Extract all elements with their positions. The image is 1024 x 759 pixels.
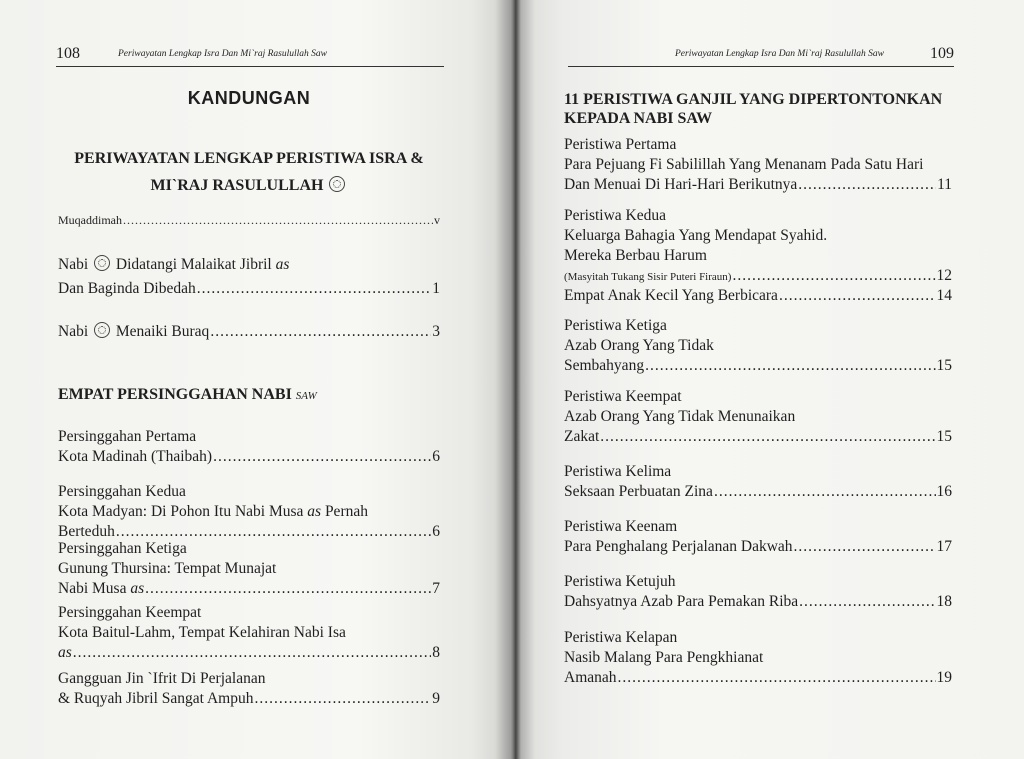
- page-number: 108: [56, 45, 80, 62]
- toc-entry-buraq: [58, 322, 440, 342]
- toc-entry-jin: Gangguan Jin `Ifrit Di Perjalanan & Ruqyah Jibril Sangat Ampuh ..... 9: [58, 669, 440, 709]
- toc-entry-event1: Peristiwa Pertama Para Pejuang Fi Sabilillah Yang Menanam Pada Satu Hari Dan Menuai Di Hari-Hari Berikutnya ..... 11: [564, 135, 952, 195]
- toc-entry-label: Amanah: [564, 669, 617, 686]
- toc-page-number: 19: [936, 669, 952, 686]
- toc-entry-line: Nabi Didatangi Malaikat Jibril as: [58, 256, 290, 273]
- book-gutter-shadow: [495, 0, 535, 759]
- toc-entry-label: Berteduh: [58, 523, 115, 540]
- toc-page-number: v: [434, 213, 440, 227]
- toc-entry-event3: Peristiwa Ketiga Azab Orang Yang Tidak Sembahyang ..... 15: [564, 316, 952, 376]
- toc-entry-label: Nabi Menaiki Buraq: [58, 323, 210, 340]
- toc-page-number: 8: [432, 644, 440, 661]
- toc-entry-event7: Peristiwa Ketujuh Dahsyatnya Azab Para Pemakan Riba ..... 18: [564, 572, 952, 612]
- section-heading-events: 11 PERISTIWA GANJIL YANG DIPERTONTONKAN KEPADA NABI SAW: [564, 91, 943, 127]
- toc-entry-label: Dan Menuai Di Hari-Hari Berikutnya: [564, 176, 798, 193]
- toc-entry-stop4: Persinggahan Keempat Kota Baitul-Lahm, Tempat Kelahiran Nabi Isa as ..... 8: [58, 603, 440, 663]
- toc-entry-label: Kota Madinah (Thaibah): [58, 448, 213, 465]
- toc-entry-event2: Peristiwa Kedua Keluarga Bahagia Yang Mendapat Syahid. Mereka Berbau Harum (Masyitah Tukang Sisir Puteri Firaun) ..... 12 Empat Anak Kecil Yang Berbicara ..... 14: [564, 206, 952, 306]
- toc-entry-label: Dan Baginda Dibedah: [58, 280, 196, 297]
- toc-page-number: 18: [936, 593, 952, 610]
- section-heading-stops: EMPAT PERSINGGAHAN NABI SAW: [58, 386, 317, 403]
- saw-seal-icon: [94, 255, 110, 271]
- toc-entry-label: Sembahyang: [564, 357, 645, 374]
- toc-page-number: 15: [936, 428, 952, 445]
- page-number: 109: [930, 45, 954, 62]
- toc-entry-jibril: [58, 255, 440, 299]
- toc-entry-muqaddimah: [58, 210, 440, 230]
- toc-entry-label: Muqaddimah: [58, 213, 122, 227]
- toc-page-number: 6: [432, 523, 440, 540]
- running-header: [568, 44, 954, 67]
- toc-entry-label: Dahsyatnya Azab Para Pemakan Riba: [564, 593, 799, 610]
- toc-entry-stop3: Persinggahan Ketiga Gunung Thursina: Tempat Munajat Nabi Musa as ..... 7: [58, 539, 440, 599]
- running-title: Periwayatan Lengkap Isra Dan Mi`raj Rasulullah Saw: [118, 49, 327, 59]
- toc-entry-stop2: Persinggahan Kedua Kota Madyan: Di Pohon Itu Nabi Musa as Pernah Berteduh ..... 6: [58, 482, 440, 542]
- toc-entry-event4: Peristiwa Keempat Azab Orang Yang Tidak Menunaikan Zakat ..... 15: [564, 387, 952, 447]
- main-title-line2: [58, 172, 440, 199]
- toc-page-number: 6: [432, 448, 440, 465]
- toc-entry-label: Para Penghalang Perjalanan Dakwah: [564, 538, 793, 555]
- toc-page-number: 11: [937, 176, 952, 193]
- toc-entry-event8: Peristiwa Kelapan Nasib Malang Para Pengkhianat Amanah ..... 19: [564, 628, 952, 688]
- running-title: Periwayatan Lengkap Isra Dan Mi`raj Rasulullah Saw: [675, 49, 884, 59]
- toc-page-number: 7: [432, 580, 440, 597]
- main-title-line2-text: MI`RAJ RASULULLAH: [150, 177, 324, 194]
- toc-page-number: 12: [936, 267, 952, 284]
- toc-page-number: 17: [936, 538, 952, 555]
- toc-page-number: 15: [936, 357, 952, 374]
- main-title-line1: PERIWAYATAN LENGKAP PERISTIWA ISRA &: [74, 150, 424, 167]
- toc-page-number: 14: [936, 287, 952, 304]
- saw-seal-icon: [94, 322, 110, 338]
- right-page: [512, 0, 1024, 759]
- toc-entry-event6: Peristiwa Keenam Para Penghalang Perjalanan Dakwah ..... 17: [564, 517, 952, 557]
- toc-page-number: 16: [936, 483, 952, 500]
- toc-entry-event5: Peristiwa Kelima Seksaan Perbuatan Zina ..... 16: [564, 462, 952, 502]
- toc-entry-label: as: [58, 644, 72, 661]
- toc-entry-label: (Masyitah Tukang Sisir Puteri Firaun): [564, 271, 732, 283]
- toc-page-number: 1: [432, 280, 440, 297]
- toc-entry-label: Seksaan Perbuatan Zina: [564, 483, 713, 500]
- toc-page-number: 9: [432, 690, 440, 707]
- toc-entry-label: Empat Anak Kecil Yang Berbicara: [564, 287, 778, 304]
- toc-entry-label: Zakat: [564, 428, 600, 445]
- toc-entry-label: & Ruqyah Jibril Sangat Ampuh: [58, 690, 254, 707]
- toc-page-number: 3: [432, 323, 440, 340]
- main-title: [58, 145, 440, 199]
- toc-entry-stop1: Persinggahan Pertama Kota Madinah (Thaibah) ..... 6: [58, 427, 440, 467]
- toc-entry-label: Nabi Musa as: [58, 580, 145, 597]
- running-header: [56, 44, 444, 67]
- saw-seal-icon: [329, 176, 345, 192]
- contents-heading: KANDUNGAN: [187, 88, 311, 108]
